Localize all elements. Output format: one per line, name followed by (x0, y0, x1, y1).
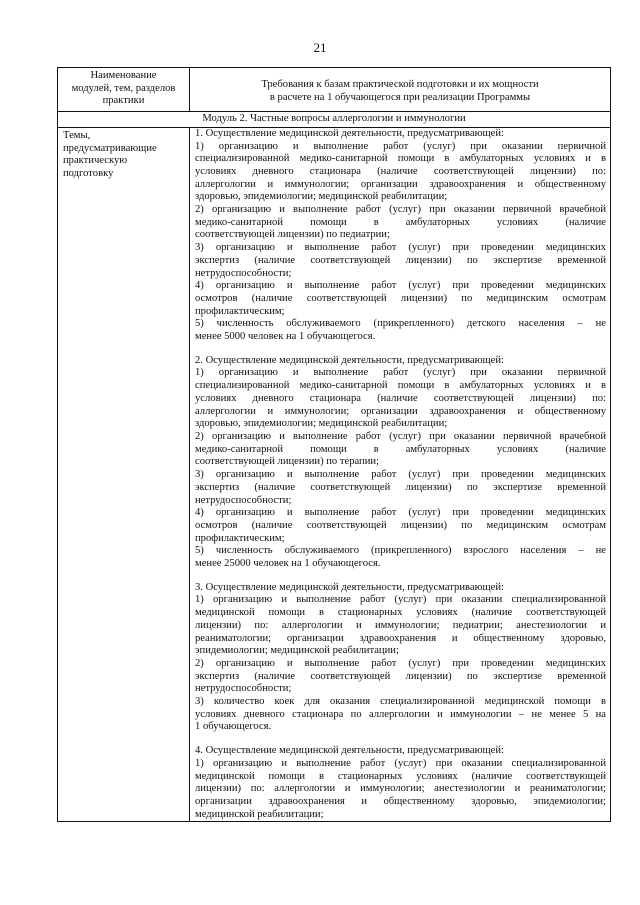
requirements-section (195, 582, 606, 734)
header-right-cell (190, 68, 611, 112)
requirement-line: 1) организацию и выполнение работ (услуг) при оказании специализированной (195, 594, 606, 606)
requirement-line: условиях дневного стационара (наличие соответствующей лицензии) по: (195, 165, 606, 177)
requirement-line: 4) организацию и выполнение работ (услуг) при проведении медицинских (195, 280, 606, 292)
requirements-section (195, 745, 606, 821)
requirement-line: медико-санитарной помощи в амбулаторных условиях (наличие (195, 216, 606, 228)
requirement-line: 1) организацию и выполнение работ (услуг) при оказании специализированной (195, 757, 606, 769)
topic-label-cell (58, 127, 190, 822)
requirement-line: экспертиз (наличие соответствующей лицензии) по экспертизе временной (195, 670, 606, 682)
header-right-line: Требования к базам практической подготовки и их мощности (261, 79, 539, 91)
requirement-line: 1 обучающегося. (195, 721, 272, 733)
requirement-line: аллергологии и иммунологии; организации здравоохранения и общественному (195, 405, 606, 417)
requirement-line: медицинской помощи в стационарных условиях (наличие соответствующей (195, 607, 606, 619)
requirement-line: реаниматологии; организации здравоохранения и общественному здоровью, (195, 632, 606, 644)
requirement-line: специализированной медико-санитарной помощи в амбулаторных условиях и в (195, 380, 606, 392)
requirement-line: 3. Осуществление медицинской деятельности, предусматривающей: (195, 581, 504, 593)
page-number: 21 (313, 40, 327, 55)
requirement-line: 2) организацию и выполнение работ (услуг) при оказании первичной врачебной (195, 204, 606, 216)
requirement-line: 2. Осуществление медицинской деятельности, предусматривающей: (195, 354, 504, 366)
requirement-line: профилактическим; (195, 532, 285, 544)
requirement-line: 1) организацию и выполнение работ (услуг) при оказании первичной (195, 367, 606, 379)
requirement-line: 3) организацию и выполнение работ (услуг) при проведении медицинских (195, 469, 606, 481)
requirement-line: осмотров (наличие соответствующей лицензии) по медицинским осмотрам (195, 292, 606, 304)
requirement-line: 2) организацию и выполнение работ (услуг) при оказании первичной врачебной (195, 430, 606, 442)
requirement-line: соответствующей лицензии) по терапии; (195, 456, 379, 468)
requirement-line: здоровью, эпидемиологии; медицинской реабилитации; (195, 418, 448, 430)
module-title: Модуль 2. Частные вопросы аллергологии и иммунологии (58, 112, 611, 128)
requirement-line: нетрудоспособности; (195, 683, 292, 695)
topic-label-line: практическую (63, 155, 128, 167)
requirement-line: 5) численность обслуживаемого (прикрепленного) детского населения – не (195, 318, 606, 330)
topic-label-line: Темы, (63, 129, 91, 141)
requirements-section (195, 355, 606, 571)
header-left-line: Наименование (90, 70, 157, 81)
requirement-line: организации здравоохранения и общественному здоровью, эпидемиологии; (195, 795, 606, 807)
requirement-line: соответствующей лицензии) по педиатрии; (195, 229, 390, 241)
requirement-line: специализированной медико-санитарной помощи в амбулаторных условиях и в (195, 153, 606, 165)
requirements-table (57, 67, 611, 822)
requirement-line: менее 5000 человек на 1 обучающегося. (195, 331, 376, 343)
topics-row (58, 127, 611, 822)
requirement-line: нетрудоспособности; (195, 494, 292, 506)
requirement-line: экспертиз (наличие соответствующей лицензии) по экспертизе временной (195, 481, 606, 493)
requirement-line: лицензии) по: аллергологии и иммунологии; педиатрии; анестезиологии и (195, 619, 606, 631)
requirement-line: 1) организацию и выполнение работ (услуг) при оказании первичной (195, 140, 606, 152)
requirement-line: 2) организацию и выполнение работ (услуг) при проведении медицинских (195, 657, 606, 669)
requirement-line: 4. Осуществление медицинской деятельности, предусматривающей: (195, 745, 504, 757)
table-header-row (58, 68, 611, 112)
header-left-line: практики (102, 95, 145, 107)
requirement-line: медицинской помощи в стационарных условиях (наличие соответствующей (195, 770, 606, 782)
requirement-line: аллергологии и иммунологии; организации здравоохранения и общественному (195, 178, 606, 190)
requirement-line: 4) организацию и выполнение работ (услуг) при проведении медицинских (195, 507, 606, 519)
requirement-line: медицинской реабилитации; (195, 808, 324, 820)
topic-label-line: подготовку (63, 167, 114, 179)
requirement-line: экспертиз (наличие соответствующей лицензии) по экспертизе временной (195, 254, 606, 266)
requirement-line: осмотров (наличие соответствующей лицензии) по медицинским осмотрам (195, 519, 606, 531)
requirement-line: условиях дневного стационара (наличие соответствующей лицензии) по: (195, 392, 606, 404)
topic-label-line: предусматривающие (63, 142, 157, 154)
requirement-line: медико-санитарной помощи в амбулаторных условиях (наличие (195, 443, 606, 455)
module-row (58, 112, 611, 128)
requirement-line: лицензии) по: аллергологии и иммунологии; анестезиологии и реаниматологии; (195, 783, 606, 795)
requirement-line: нетрудоспособности; (195, 267, 292, 279)
requirement-line: менее 25000 человек на 1 обучающегося. (195, 558, 381, 570)
requirement-line: 5) численность обслуживаемого (прикрепленного) взрослого населения – не (195, 545, 606, 557)
header-right-line: в расчете на 1 обучающегося при реализации Программы (269, 92, 531, 104)
header-left-line: модулей, тем, разделов (71, 82, 176, 94)
requirement-line: здоровью, эпидемиологии; медицинской реабилитации; (195, 191, 448, 203)
requirement-line: 3) организацию и выполнение работ (услуг) при проведении медицинских (195, 242, 606, 254)
requirement-line: 3) количество коек для оказания специализированной медицинской помощи в (195, 696, 606, 708)
requirement-line: 1. Осуществление медицинской деятельности, предусматривающей: (195, 127, 504, 139)
requirement-line: условиях дневного стационара по аллергологии и иммунологии – не менее 5 на (195, 708, 606, 720)
requirements-section (195, 128, 606, 344)
requirements-sections-cell (190, 127, 611, 822)
header-left-cell (58, 68, 190, 112)
requirement-line: эпидемиологии; медицинской реабилитации; (195, 645, 399, 657)
requirement-line: профилактическим; (195, 305, 285, 317)
